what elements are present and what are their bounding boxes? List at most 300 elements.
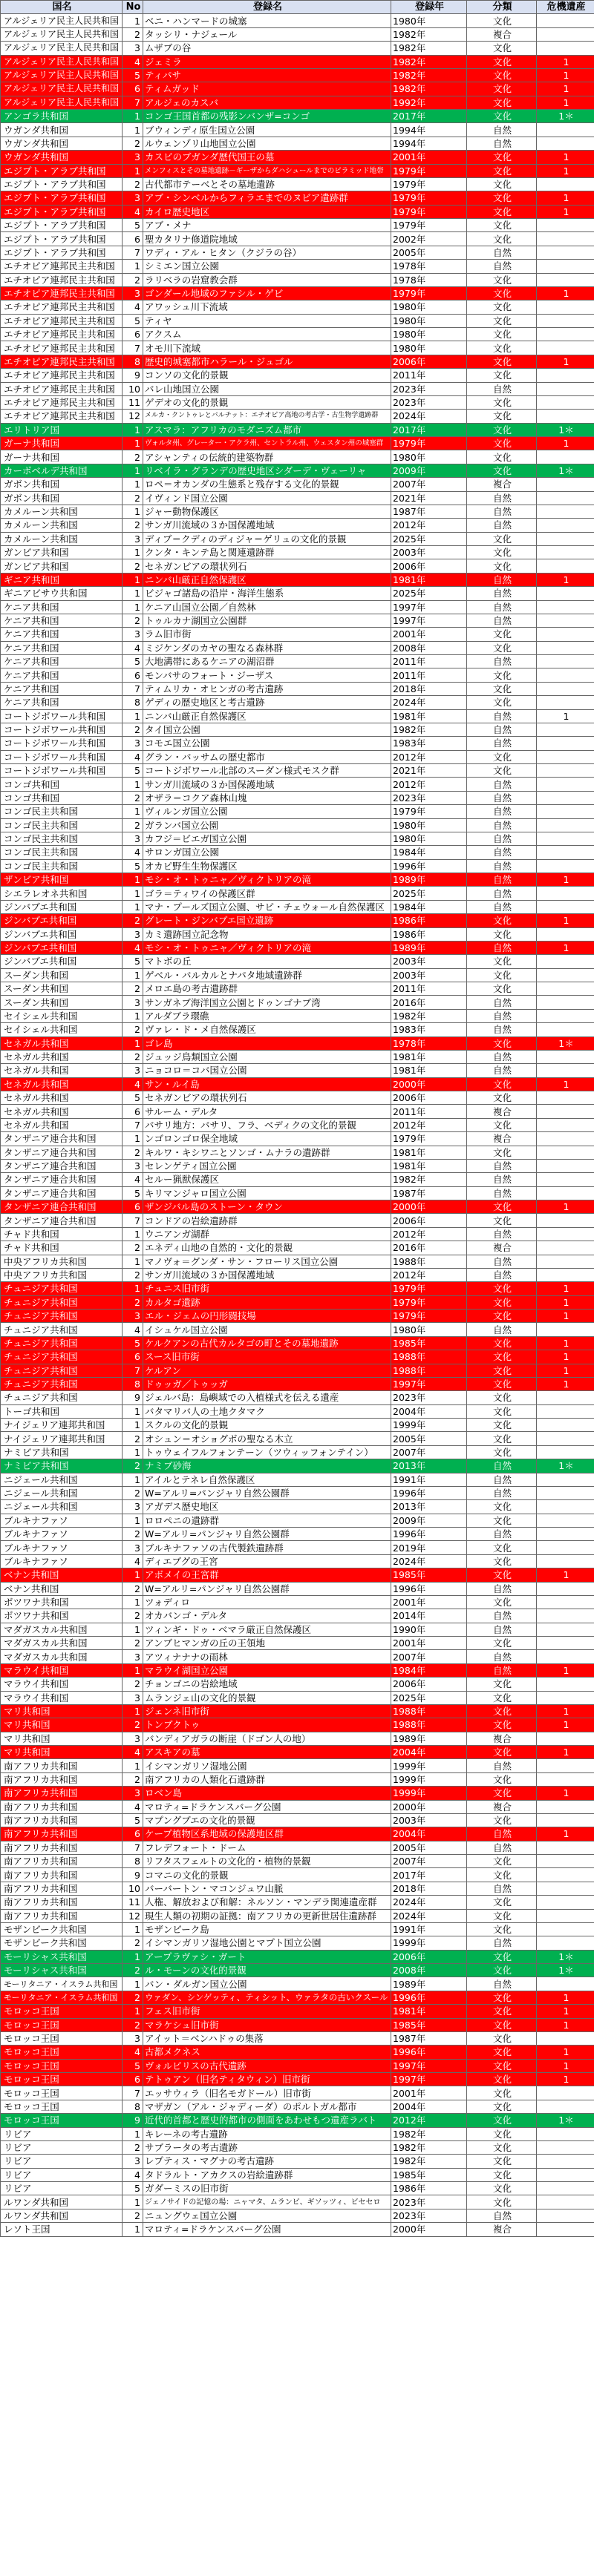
danger-cell xyxy=(537,519,594,532)
category-cell: 自然 xyxy=(467,1159,537,1172)
table-row xyxy=(1,1554,594,1568)
no-cell: 4 xyxy=(123,1800,143,1813)
table-row xyxy=(1,1936,594,1950)
table-row xyxy=(1,2059,594,2072)
country-cell: ウガンダ共和国 xyxy=(1,151,123,164)
category-cell: 文化 xyxy=(467,55,537,68)
table-row xyxy=(1,791,594,804)
year-cell: 2001年 xyxy=(391,628,467,641)
no-cell: 2 xyxy=(123,914,143,927)
category-cell: 自然 xyxy=(467,1009,537,1022)
country-cell: チュニジア共和国 xyxy=(1,1310,123,1323)
table-row xyxy=(1,1977,594,1991)
danger-cell xyxy=(537,791,594,804)
category-cell: 文化 xyxy=(467,764,537,778)
site-name-cell: トゥウェイフルフォンテーン（ツウィッフォンテイン） xyxy=(143,1445,391,1459)
no-cell: 1 xyxy=(123,164,143,177)
country-cell: タンザニア連合共和国 xyxy=(1,1186,123,1200)
table-row xyxy=(1,1772,594,1786)
country-cell: エチオピア連邦民主共和国 xyxy=(1,314,123,327)
danger-cell xyxy=(537,1882,594,1895)
no-cell: 1 xyxy=(123,546,143,559)
category-cell: 文化 xyxy=(467,1909,537,1922)
no-cell: 1 xyxy=(123,709,143,723)
danger-cell xyxy=(537,505,594,518)
category-cell: 自然 xyxy=(467,900,537,913)
country-cell: 南アフリカ共和国 xyxy=(1,1882,123,1895)
category-cell: 文化 xyxy=(467,914,537,927)
year-cell: 2012年 xyxy=(391,778,467,791)
year-cell: 1981年 xyxy=(391,1146,467,1159)
no-cell: 8 xyxy=(123,355,143,368)
no-cell: 2 xyxy=(123,1718,143,1732)
category-cell: 自然 xyxy=(467,1841,537,1854)
site-name-cell: ゴレ島 xyxy=(143,1036,391,1050)
site-name-cell: ティムリカ・オヒンガの考古遺跡 xyxy=(143,682,391,695)
category-cell: 文化 xyxy=(467,1514,537,1527)
no-cell: 2 xyxy=(123,791,143,804)
year-cell: 2011年 xyxy=(391,369,467,382)
country-cell: マダガスカル共和国 xyxy=(1,1650,123,1663)
country-cell: マダガスカル共和国 xyxy=(1,1623,123,1636)
danger-cell xyxy=(537,328,594,341)
danger-cell xyxy=(537,778,594,791)
no-cell: 1 xyxy=(123,2223,143,2236)
table-row xyxy=(1,1528,594,1541)
site-name-cell: マトボの丘 xyxy=(143,955,391,968)
year-cell: 1989年 xyxy=(391,1732,467,1745)
danger-cell xyxy=(537,1909,594,1922)
danger-cell xyxy=(537,491,594,505)
table-row xyxy=(1,1023,594,1036)
year-cell: 1979年 xyxy=(391,1132,467,1146)
table-row xyxy=(1,1473,594,1486)
category-cell: 文化 xyxy=(467,532,537,545)
table-row xyxy=(1,2031,594,2045)
site-name-cell: ラリベラの岩窟教会群 xyxy=(143,273,391,286)
year-cell: 1990年 xyxy=(391,1623,467,1636)
no-cell: 9 xyxy=(123,2114,143,2127)
category-cell: 文化 xyxy=(467,1595,537,1609)
site-name-cell: マノヴォ＝グンダ・サン・フローリス国立公園 xyxy=(143,1255,391,1268)
table-row xyxy=(1,982,594,996)
no-cell: 2 xyxy=(123,614,143,627)
danger-cell xyxy=(537,1922,594,1936)
category-cell: 複合 xyxy=(467,2223,537,2236)
no-cell: 6 xyxy=(123,1200,143,1214)
table-row xyxy=(1,519,594,532)
year-cell: 1982年 xyxy=(391,2127,467,2140)
no-cell: 2 xyxy=(123,177,143,191)
site-name-cell: セルー猟獣保護区 xyxy=(143,1173,391,1186)
year-cell: 1997年 xyxy=(391,614,467,627)
danger-cell xyxy=(537,1678,594,1691)
table-row xyxy=(1,1241,594,1255)
category-cell: 自然 xyxy=(467,1936,537,1950)
no-cell: 7 xyxy=(123,1841,143,1854)
year-cell: 1984年 xyxy=(391,1663,467,1677)
site-name-cell: ディブ＝クディのディジャ＝ゲリュの文化的景観 xyxy=(143,532,391,545)
year-cell: 2002年 xyxy=(391,232,467,246)
site-name-cell: ベニ・ハンマードの城塞 xyxy=(143,14,391,27)
danger-cell xyxy=(537,260,594,273)
table-row xyxy=(1,2073,594,2086)
table-row xyxy=(1,1105,594,1118)
category-cell: 文化 xyxy=(467,328,537,341)
no-cell: 1 xyxy=(123,573,143,586)
no-cell: 1 xyxy=(123,1950,143,1963)
year-cell: 1986年 xyxy=(391,927,467,941)
category-cell: 文化 xyxy=(467,219,537,232)
no-cell: 4 xyxy=(123,846,143,859)
site-name-cell: キリマンジャロ国立公園 xyxy=(143,1186,391,1200)
table-row xyxy=(1,900,594,913)
table-row xyxy=(1,437,594,450)
year-cell: 1991年 xyxy=(391,1473,467,1486)
year-cell: 2008年 xyxy=(391,1964,467,1977)
year-cell: 1979年 xyxy=(391,1282,467,1295)
site-name-cell: アツィナナナの雨林 xyxy=(143,1650,391,1663)
danger-cell xyxy=(537,1772,594,1786)
danger-cell: 1 xyxy=(537,709,594,723)
year-cell: 2016年 xyxy=(391,996,467,1009)
category-cell: 文化 xyxy=(467,1432,537,1445)
country-cell: ベナン共和国 xyxy=(1,1582,123,1595)
site-name-cell: ジェノサイドの記憶の場：ニャマタ、ムランビ、ギソッツィ、ビセセロ xyxy=(143,2195,391,2209)
site-name-cell: イヴィンド国立公園 xyxy=(143,491,391,505)
table-row xyxy=(1,1364,594,1377)
site-name-cell: アンブヒマンガの丘の王領地 xyxy=(143,1637,391,1650)
category-cell: 自然 xyxy=(467,737,537,750)
danger-cell: 1 xyxy=(537,873,594,887)
table-row xyxy=(1,682,594,695)
site-name-cell: ロペ＝オカンダの生態系と残存する文化的景観 xyxy=(143,478,391,491)
country-cell: ナミビア共和国 xyxy=(1,1459,123,1473)
year-cell: 1980年 xyxy=(391,818,467,832)
country-cell: アルジェリア民主人民共和国 xyxy=(1,96,123,109)
country-cell: エジプト・アラブ共和国 xyxy=(1,246,123,259)
table-row xyxy=(1,219,594,232)
table-row xyxy=(1,941,594,954)
site-name-cell: ウニアンガ湖群 xyxy=(143,1227,391,1241)
header-row xyxy=(1,1,594,14)
danger-cell xyxy=(537,1637,594,1650)
year-cell: 1982年 xyxy=(391,68,467,82)
danger-cell xyxy=(537,532,594,545)
country-cell: 南アフリカ共和国 xyxy=(1,1772,123,1786)
table-row xyxy=(1,723,594,736)
danger-cell xyxy=(537,1186,594,1200)
danger-cell xyxy=(537,641,594,654)
danger-cell xyxy=(537,927,594,941)
danger-cell xyxy=(537,1118,594,1131)
year-cell: 1981年 xyxy=(391,573,467,586)
year-cell: 1980年 xyxy=(391,14,467,27)
table-row xyxy=(1,737,594,750)
country-cell: アンゴラ共和国 xyxy=(1,110,123,123)
table-row xyxy=(1,232,594,246)
table-row xyxy=(1,395,594,409)
site-name-cell: グラン・バッサムの歴史都市 xyxy=(143,750,391,763)
year-cell: 1982年 xyxy=(391,2140,467,2154)
table-row xyxy=(1,369,594,382)
table-row xyxy=(1,273,594,286)
category-cell: 文化 xyxy=(467,1091,537,1105)
table-row xyxy=(1,1868,594,1882)
danger-cell xyxy=(537,177,594,191)
table-row xyxy=(1,1282,594,1295)
site-name-cell: ドゥッガ／トゥッガ xyxy=(143,1377,391,1390)
country-cell: スーダン共和国 xyxy=(1,982,123,996)
category-cell: 文化 xyxy=(467,1445,537,1459)
header-danger: 危機遺産 xyxy=(537,1,594,14)
site-name-cell: ムザブの谷 xyxy=(143,42,391,55)
country-cell: ナイジェリア連邦共和国 xyxy=(1,1419,123,1432)
site-name-cell: ジャー動物保護区 xyxy=(143,505,391,518)
country-cell: セネガル共和国 xyxy=(1,1091,123,1105)
year-cell: 1997年 xyxy=(391,1377,467,1390)
category-cell: 自然 xyxy=(467,573,537,586)
danger-cell xyxy=(537,1595,594,1609)
country-cell: セネガル共和国 xyxy=(1,1077,123,1091)
no-cell: 1 xyxy=(123,1419,143,1432)
site-name-cell: ヴォルビリスの古代遺跡 xyxy=(143,2059,391,2072)
site-name-cell: クンタ・キンテ島と関連遺跡群 xyxy=(143,546,391,559)
no-cell: 7 xyxy=(123,1118,143,1131)
site-name-cell: ケニア山国立公園／自然林 xyxy=(143,600,391,614)
year-cell: 1980年 xyxy=(391,341,467,355)
table-row xyxy=(1,191,594,205)
no-cell: 2 xyxy=(123,2209,143,2222)
year-cell: 2025年 xyxy=(391,1691,467,1704)
year-cell: 1981年 xyxy=(391,709,467,723)
site-name-cell: コンドアの岩絵遺跡群 xyxy=(143,1214,391,1227)
site-name-cell: タドラルト・アカクスの岩絵遺跡群 xyxy=(143,2168,391,2181)
category-cell: 自然 xyxy=(467,655,537,668)
year-cell: 1980年 xyxy=(391,300,467,314)
country-cell: モーリシャス共和国 xyxy=(1,1964,123,1977)
table-row xyxy=(1,151,594,164)
no-cell: 4 xyxy=(123,205,143,218)
country-cell: 南アフリカ共和国 xyxy=(1,1813,123,1827)
year-cell: 1980年 xyxy=(391,328,467,341)
danger-cell: 1 xyxy=(537,1663,594,1677)
country-cell: アルジェリア民主人民共和国 xyxy=(1,27,123,41)
table-row xyxy=(1,1050,594,1063)
category-cell: 文化 xyxy=(467,1746,537,1759)
country-cell: コンゴ民主共和国 xyxy=(1,859,123,873)
danger-cell: 1＊ xyxy=(537,2114,594,2127)
danger-cell xyxy=(537,2127,594,2140)
year-cell: 2023年 xyxy=(391,1391,467,1404)
no-cell: 2 xyxy=(123,1486,143,1499)
danger-cell xyxy=(537,955,594,968)
danger-cell xyxy=(537,2086,594,2100)
table-row xyxy=(1,1841,594,1854)
category-cell: 文化 xyxy=(467,2114,537,2127)
no-cell: 8 xyxy=(123,1377,143,1390)
site-name-cell: メロエ島の考古遺跡群 xyxy=(143,982,391,996)
danger-cell: 1 xyxy=(537,2059,594,2072)
site-name-cell: カイロ歴史地区 xyxy=(143,205,391,218)
category-cell: 文化 xyxy=(467,1500,537,1514)
year-cell: 1984年 xyxy=(391,900,467,913)
country-cell: ガボン共和国 xyxy=(1,491,123,505)
year-cell: 2001年 xyxy=(391,1595,467,1609)
danger-cell: 1 xyxy=(537,573,594,586)
site-name-cell: コモエ国立公園 xyxy=(143,737,391,750)
category-cell: 文化 xyxy=(467,464,537,477)
category-cell: 文化 xyxy=(467,2073,537,2086)
no-cell: 1 xyxy=(123,1282,143,1295)
no-cell: 3 xyxy=(123,1064,143,1077)
year-cell: 2011年 xyxy=(391,668,467,682)
category-cell: 文化 xyxy=(467,1704,537,1718)
site-name-cell: ガダーミスの旧市街 xyxy=(143,2182,391,2195)
no-cell: 2 xyxy=(123,723,143,736)
no-cell: 4 xyxy=(123,941,143,954)
no-cell: 7 xyxy=(123,2086,143,2100)
site-name-cell: アクスム xyxy=(143,328,391,341)
table-row xyxy=(1,382,594,395)
table-row xyxy=(1,68,594,82)
table-row xyxy=(1,696,594,709)
site-name-cell: ティムガッド xyxy=(143,82,391,96)
site-name-cell: ナミブ砂海 xyxy=(143,1459,391,1473)
year-cell: 2000年 xyxy=(391,1077,467,1091)
country-cell: ナミビア共和国 xyxy=(1,1445,123,1459)
site-name-cell: タッシリ・ナジェール xyxy=(143,27,391,41)
country-cell: モロッコ王国 xyxy=(1,2086,123,2100)
year-cell: 2024年 xyxy=(391,696,467,709)
danger-cell: 1 xyxy=(537,1295,594,1309)
category-cell: 文化 xyxy=(467,177,537,191)
table-row xyxy=(1,1663,594,1677)
site-name-cell: アワッシュ川下流域 xyxy=(143,300,391,314)
no-cell: 11 xyxy=(123,395,143,409)
site-name-cell: グレート・ジンバブエ国立遺跡 xyxy=(143,914,391,927)
danger-cell: 1 xyxy=(537,1746,594,1759)
country-cell: チュニジア共和国 xyxy=(1,1295,123,1309)
year-cell: 1997年 xyxy=(391,600,467,614)
no-cell: 9 xyxy=(123,1391,143,1404)
category-cell: 文化 xyxy=(467,641,537,654)
site-name-cell: バレ山地国立公園 xyxy=(143,382,391,395)
site-name-cell: 古代都市テーベとその墓地遺跡 xyxy=(143,177,391,191)
no-cell: 4 xyxy=(123,1173,143,1186)
no-cell: 2 xyxy=(123,2140,143,2154)
year-cell: 2024年 xyxy=(391,1896,467,1909)
no-cell: 9 xyxy=(123,1868,143,1882)
no-cell: 4 xyxy=(123,2168,143,2181)
table-row xyxy=(1,478,594,491)
danger-cell: 1 xyxy=(537,1350,594,1364)
no-cell: 12 xyxy=(123,410,143,423)
no-cell: 5 xyxy=(123,1336,143,1350)
danger-cell: 1 xyxy=(537,164,594,177)
table-row xyxy=(1,1922,594,1936)
year-cell: 2021年 xyxy=(391,764,467,778)
no-cell: 1 xyxy=(123,778,143,791)
country-cell: エチオピア連邦民主共和国 xyxy=(1,260,123,273)
no-cell: 6 xyxy=(123,82,143,96)
year-cell: 2006年 xyxy=(391,355,467,368)
year-cell: 2013年 xyxy=(391,1459,467,1473)
danger-cell: 1＊ xyxy=(537,110,594,123)
site-name-cell: チュニス旧市街 xyxy=(143,1282,391,1295)
danger-cell: 1 xyxy=(537,55,594,68)
category-cell: 文化 xyxy=(467,2059,537,2072)
country-cell: カメルーン共和国 xyxy=(1,505,123,518)
table-row xyxy=(1,1255,594,1268)
table-row xyxy=(1,532,594,545)
table-row xyxy=(1,42,594,55)
table-row xyxy=(1,110,594,123)
category-cell: 文化 xyxy=(467,1772,537,1786)
country-cell: ニジェール共和国 xyxy=(1,1486,123,1499)
site-name-cell: フレデフォート・ドーム xyxy=(143,1841,391,1854)
no-cell: 1 xyxy=(123,1595,143,1609)
country-cell: 南アフリカ共和国 xyxy=(1,1800,123,1813)
year-cell: 2003年 xyxy=(391,546,467,559)
site-name-cell: サン・ルイ島 xyxy=(143,1077,391,1091)
table-row xyxy=(1,668,594,682)
site-name-cell: トゥルカナ湖国立公園群 xyxy=(143,614,391,627)
category-cell: 文化 xyxy=(467,1391,537,1404)
country-cell: マラウイ共和国 xyxy=(1,1663,123,1677)
site-name-cell: サルーム・デルタ xyxy=(143,1105,391,1118)
category-cell: 複合 xyxy=(467,1132,537,1146)
danger-cell xyxy=(537,1323,594,1336)
no-cell: 12 xyxy=(123,1909,143,1922)
category-cell: 自然 xyxy=(467,1268,537,1281)
no-cell: 2 xyxy=(123,1637,143,1650)
danger-cell xyxy=(537,982,594,996)
category-cell: 自然 xyxy=(467,1827,537,1841)
table-row xyxy=(1,328,594,341)
no-cell: 2 xyxy=(123,1146,143,1159)
table-row xyxy=(1,55,594,68)
no-cell: 5 xyxy=(123,314,143,327)
category-cell: 文化 xyxy=(467,1146,537,1159)
danger-cell: 1 xyxy=(537,2005,594,2018)
year-cell: 2012年 xyxy=(391,519,467,532)
category-cell: 自然 xyxy=(467,1486,537,1499)
category-cell: 文化 xyxy=(467,450,537,464)
table-row xyxy=(1,355,594,368)
category-cell: 自然 xyxy=(467,1882,537,1895)
table-row xyxy=(1,2100,594,2113)
table-row xyxy=(1,1159,594,1172)
site-name-cell: ニョコロ＝コバ国立公園 xyxy=(143,1064,391,1077)
danger-cell xyxy=(537,968,594,982)
year-cell: 1986年 xyxy=(391,914,467,927)
category-cell: 複合 xyxy=(467,1800,537,1813)
year-cell: 2021年 xyxy=(391,491,467,505)
site-name-cell: リフタスフェルトの文化的・植物的景観 xyxy=(143,1855,391,1868)
year-cell: 2005年 xyxy=(391,1432,467,1445)
year-cell: 1983年 xyxy=(391,1023,467,1036)
no-cell: 7 xyxy=(123,1214,143,1227)
table-row xyxy=(1,96,594,109)
site-name-cell: サンガ川流域の３か国保護地域 xyxy=(143,1268,391,1281)
year-cell: 1988年 xyxy=(391,1255,467,1268)
country-cell: ジンバブエ共和国 xyxy=(1,941,123,954)
table-row xyxy=(1,1609,594,1623)
country-cell: 中央アフリカ共和国 xyxy=(1,1255,123,1268)
category-cell: 文化 xyxy=(467,1310,537,1323)
country-cell: ケニア共和国 xyxy=(1,668,123,682)
